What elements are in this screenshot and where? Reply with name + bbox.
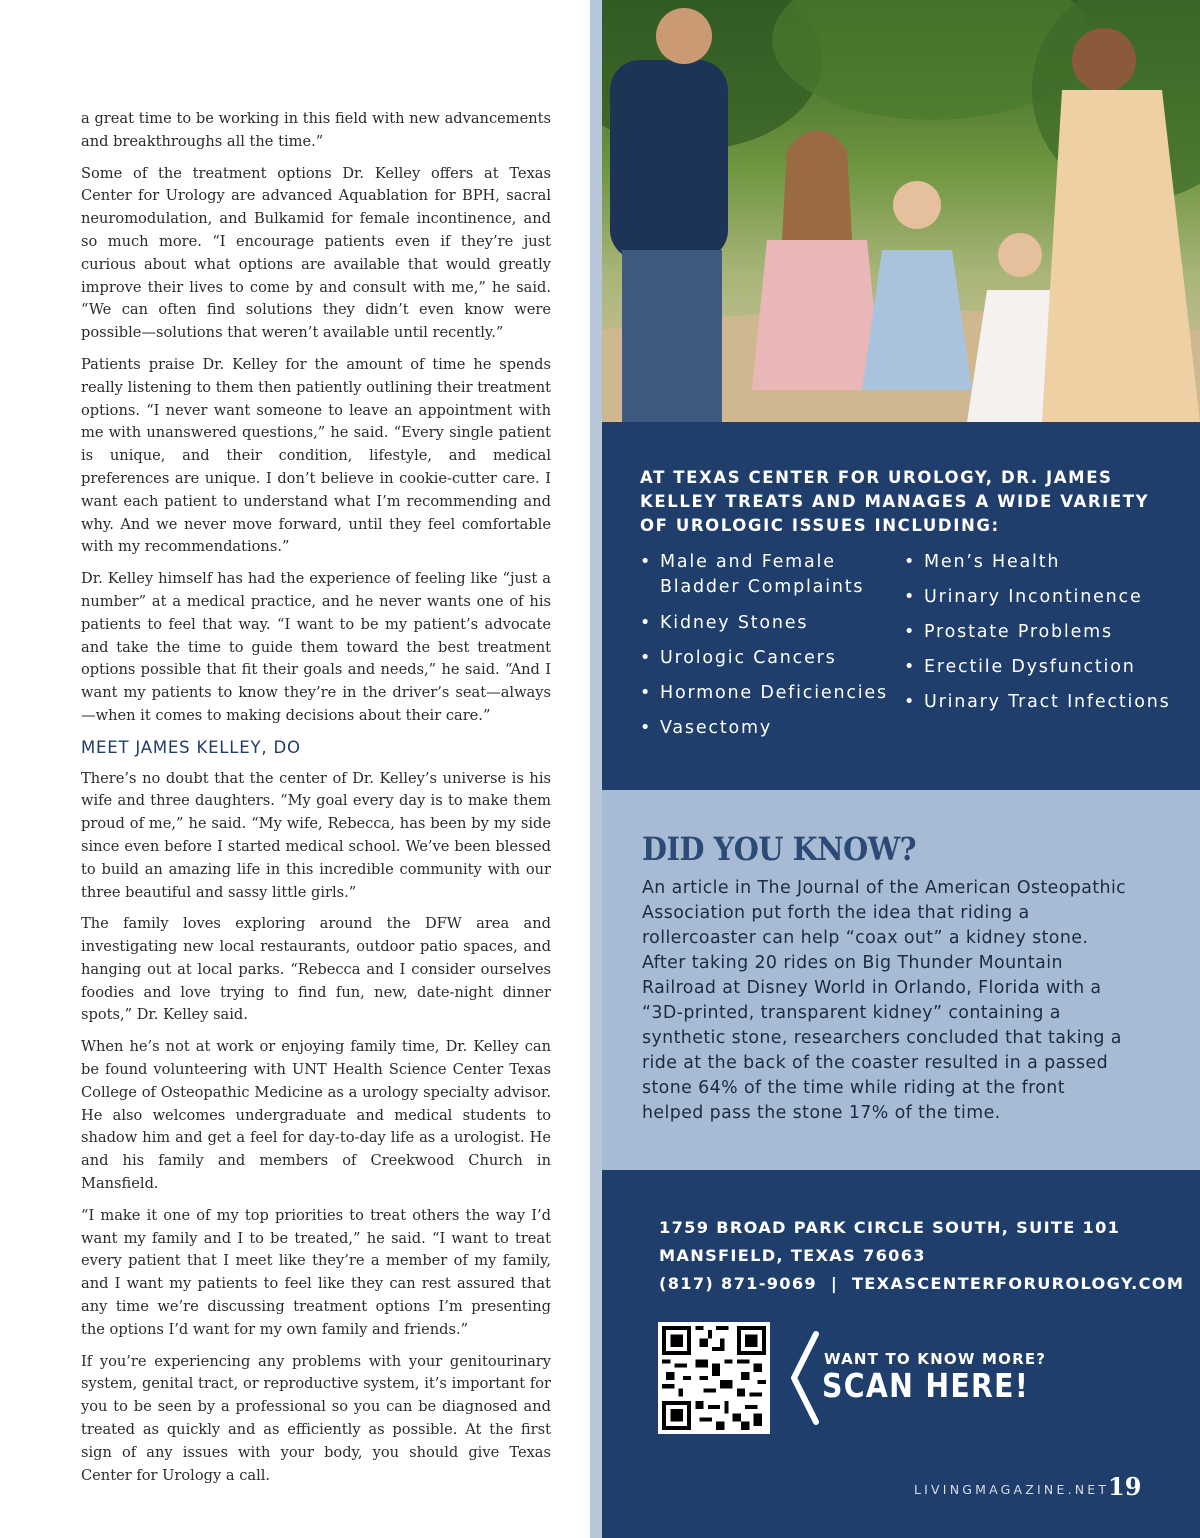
article-paragraph: There’s no doubt that the center of Dr. Kelley’s universe is his wife and three daughters. “My goal every day is to make them proud of me,” he said. “My wife, Rebecca, has been by my side since even before I started medical school. We’ve been blessed to build an amazing life in this incredible community with our three beautiful and sassy little girls.”	[81, 769, 551, 901]
scan-here: SCAN HERE!	[822, 1366, 1030, 1405]
qr-code-icon	[662, 1326, 766, 1430]
phone-website[interactable]: (817) 871-9069 | TEXASCENTERFORUROLOGY.COM	[659, 1274, 1185, 1293]
contact-panel	[602, 1170, 1200, 1538]
article-paragraph: a great time to be working in this field with new advancements and breakthroughs all the time.”	[81, 110, 551, 150]
address-line-1: 1759 BROAD PARK CIRCLE SOUTH, SUITE 101	[659, 1218, 1121, 1237]
qr-code[interactable]	[658, 1322, 770, 1434]
service-item: • Men’s Health	[904, 550, 1174, 575]
services-panel	[602, 422, 1200, 790]
service-item: • Prostate Problems	[904, 620, 1174, 645]
services-list-left	[640, 550, 890, 751]
family-photo-illustration	[602, 0, 1200, 422]
services-list-right	[904, 550, 1174, 724]
service-item: • Vasectomy	[640, 716, 890, 741]
family-photo	[602, 0, 1200, 422]
article-column	[81, 108, 551, 1496]
page-number: 19	[1108, 1472, 1142, 1501]
article-paragraph: If you’re experiencing any problems with your genitourinary system, genital tract, or reproductive system, it’s important for you to be seen by a professional so you can be diagnosed and treated as quickly and as efficiently as possible. At the first sign of any issues with your body, you should give Texas Center for Urology a call.	[81, 1352, 551, 1484]
article-paragraph: Patients praise Dr. Kelley for the amount of time he spends really listening to them then patiently outlining their treatment options. “I never want someone to leave an appointment with me with unanswered questions,” he said. “Every single patient is unique, and their condition, lifestyle, and medical preferences are unique. I don’t believe in cookie-cutter care. I want each patient to understand what I’m recommending and why. And we never move forward, until they feel comfortable with my recommendations.”	[81, 355, 551, 556]
column-divider	[590, 0, 602, 1538]
article-paragraph: The family loves exploring around the DFW area and investigating new local restaurants, outdoor patio spaces, and hanging out at local parks. “Rebecca and I consider ourselves foodies and love trying to find fun, new, date-night dinner spots,” Dr. Kelley said.	[81, 915, 551, 1024]
article-paragraph: When he’s not at work or enjoying family time, Dr. Kelley can be found volunteering with UNT Health Science Center Texas College of Osteopathic Medicine as a urology specialty advisor. He also welcomes undergraduate and medical students to shadow him and get a feel for day-to-day life as a urologist. He and his family and members of Creekwood Church in Mansfield.	[81, 1038, 551, 1193]
service-item: • Urinary Incontinence	[904, 585, 1174, 610]
service-item: • Male and Female Bladder Complaints	[640, 550, 890, 600]
service-item: • Hormone Deficiencies	[640, 681, 890, 706]
did-you-know-body: An article in The Journal of the American Osteopathic Association put forth the idea that riding a rollercoaster can help “coax out” a kidney stone. After taking 20 rides on Big Thunder Mountain Railroad at Disney World in Orlando, Florida with a “3D-printed, transparent kidney” containing a synthetic stone, researchers concluded that taking a ride at the back of the coaster resulted in a passed stone 64% of the time while riding at the front helped pass the stone 17% of the time.	[642, 878, 1127, 1123]
service-item: • Urinary Tract Infections	[904, 690, 1174, 714]
did-you-know-title: DID YOU KNOW?	[642, 830, 917, 868]
service-item: • Erectile Dysfunction	[904, 655, 1174, 680]
contact-info	[659, 1214, 1184, 1298]
services-heading: AT TEXAS CENTER FOR UROLOGY, DR. JAMES KELLEY TREATS AND MANAGES A WIDE VARIETY OF UROLOGIC ISSUES INCLUDING:	[640, 468, 1150, 535]
service-item: • Kidney Stones	[640, 611, 890, 636]
footer-website: LIVINGMAGAZINE.NET	[914, 1482, 1110, 1497]
article-paragraph: Some of the treatment options Dr. Kelley offers at Texas Center for Urology are advanced Aquablation for BPH, sacral neuromodulation, and Bulkamid for female incontinence, and so much more. “I encourage patients even if they’re just curious about what options are available that would greatly improve their lives to come by and consult with me,” he said. “We can often find solutions they didn’t even know were possible—solutions that weren’t available until recently.”	[81, 164, 551, 342]
address-line-2: MANSFIELD, TEXAS 76063	[659, 1246, 926, 1265]
section-heading: MEET JAMES KELLEY, DO	[81, 737, 301, 757]
sidebar-column	[602, 0, 1200, 1538]
article-paragraph: Dr. Kelley himself has had the experience of feeling like “just a number” at a medical practice, and he never wants one of his patients to feel that way. “I want to be my patient’s advocate and take the time to guide them toward the best treatment options possible that fit their goals and needs,” he said. “And I want my patients to know they’re in the driver’s seat—always—when it comes to making decisions about their care.”	[81, 570, 551, 724]
article-paragraph: “I make it one of my top priorities to treat others the way I’d want my family and I to be treated,” he said. “I want to treat every patient that I meet like they’re a member of my family, and I want my patients to feel like they can rest assured that any time we’re discussing treatment options I’m presenting the options I’d want for my own family and friends.”	[81, 1206, 551, 1338]
did-you-know-panel	[602, 790, 1200, 1170]
chevron-left-icon	[786, 1330, 826, 1426]
want-to-know-more: WANT TO KNOW MORE?	[824, 1350, 1047, 1368]
service-item: • Urologic Cancers	[640, 646, 890, 671]
